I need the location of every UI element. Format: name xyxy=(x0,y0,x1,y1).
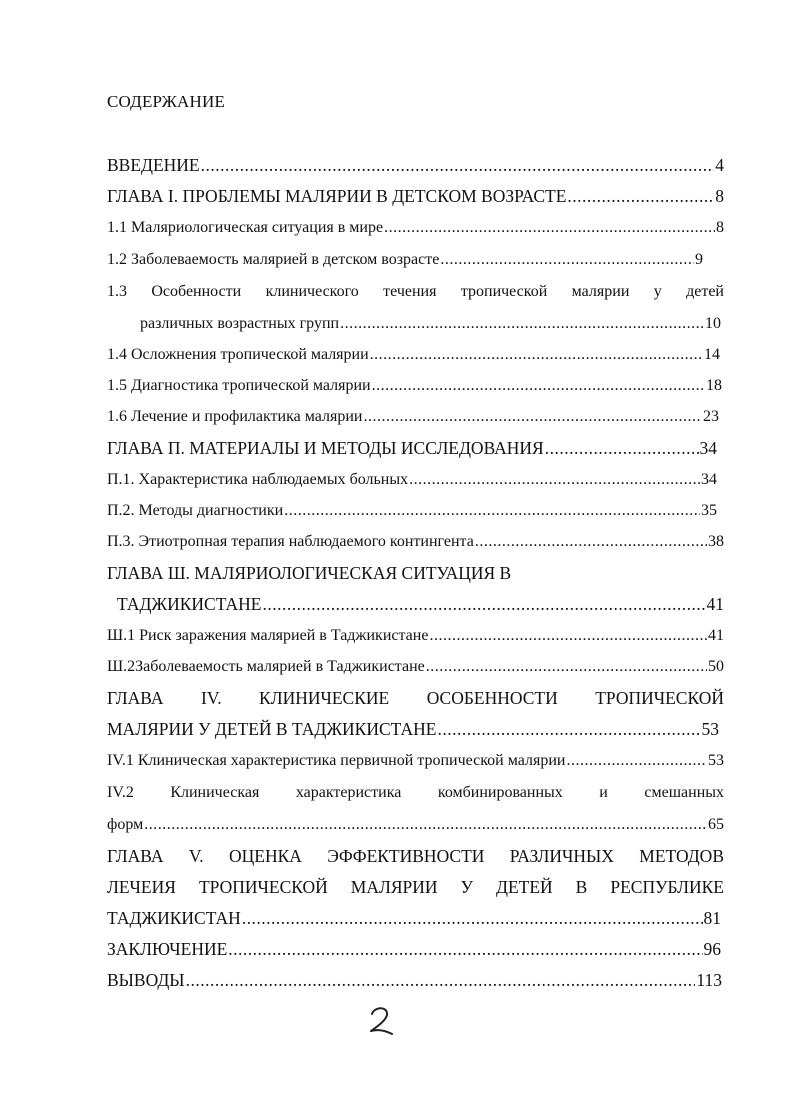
toc-entry xyxy=(117,594,724,614)
toc-entry xyxy=(107,155,724,175)
entry-text: Ш.1 Риск заражения малярией в Таджикистане xyxy=(107,627,429,644)
entry-page: 8 xyxy=(716,219,724,236)
entry-page: 41 xyxy=(706,594,724,614)
toc-entry xyxy=(107,846,724,866)
toc-entry xyxy=(107,908,721,928)
entry-page: 113 xyxy=(696,970,722,990)
entry-page: 53 xyxy=(701,719,719,739)
entry-page: 4 xyxy=(715,155,724,175)
toc-entry xyxy=(107,376,722,396)
toc-entry xyxy=(107,218,724,238)
toc-entry xyxy=(107,186,724,206)
entry-page: 81 xyxy=(703,908,721,928)
toc-entry xyxy=(107,815,724,835)
entry-page: 8 xyxy=(715,186,724,206)
entry-page: 34 xyxy=(701,471,717,488)
entry-page: 53 xyxy=(708,752,724,769)
entry-text: ГЛАВА Ш. МАЛЯРИОЛОГИЧЕСКАЯ СИТУАЦИЯ В xyxy=(107,563,512,583)
toc-entry xyxy=(107,532,724,552)
entry-page: 65 xyxy=(708,816,724,833)
toc-entry xyxy=(107,688,724,708)
entry-page: 50 xyxy=(708,658,724,675)
toc-entry xyxy=(107,563,724,583)
toc-entry xyxy=(107,626,724,646)
toc-entry xyxy=(107,470,717,490)
toc-entry xyxy=(107,783,724,803)
toc-entry xyxy=(107,345,720,365)
entry-text: IV.1 Клиническая характеристика первичной тропической малярии xyxy=(107,752,566,769)
toc-entry xyxy=(107,719,719,739)
entry-page: 18 xyxy=(706,377,722,394)
entry-page: 96 xyxy=(703,939,721,959)
entry-text: П.3. Этиотропная терапия наблюдаемого контингента xyxy=(107,533,474,550)
entry-page: 9 xyxy=(695,251,703,268)
entry-text: IV.2 Клиническая характеристика комбинированных и смешанных xyxy=(107,784,724,801)
entry-text: ВЫВОДЫ xyxy=(107,970,185,990)
entry-text: 1.4 Осложнения тропической малярии xyxy=(107,346,369,363)
toc-entry xyxy=(107,751,724,771)
toc-entry xyxy=(107,657,724,677)
toc-entry xyxy=(140,314,721,334)
toc-entry xyxy=(107,250,703,270)
entry-text: ГЛАВА IV. КЛИНИЧЕСКИЕ ОСОБЕННОСТИ ТРОПИЧЕСКОЙ xyxy=(107,688,724,708)
entry-text: ТАДЖИКИСТАН xyxy=(107,908,241,928)
toc-entry xyxy=(107,282,724,302)
entry-page: 34 xyxy=(699,438,717,458)
entry-text: 1.2 Заболеваемость малярией в детском возрасте xyxy=(107,251,440,268)
entry-text: ВВЕДЕНИЕ xyxy=(107,155,200,175)
entry-text: различных возрастных групп xyxy=(140,315,340,332)
toc-entry xyxy=(107,438,717,458)
page-title: СОДЕРЖАНИЕ xyxy=(107,92,226,111)
toc-entry xyxy=(107,939,721,959)
entry-page: 35 xyxy=(701,502,717,519)
entry-text: П.2. Методы диагностики xyxy=(107,502,284,519)
entry-text: ГЛАВА V. ОЦЕНКА ЭФФЕКТИВНОСТИ РАЗЛИЧНЫХ МЕТОДОВ xyxy=(107,846,724,866)
entry-text: МАЛЯРИИ У ДЕТЕЙ В ТАДЖИКИСТАНЕ xyxy=(107,719,437,739)
entry-text: 1.6 Лечение и профилактика малярии xyxy=(107,408,363,425)
entry-page: 23 xyxy=(703,408,719,425)
entry-page: 38 xyxy=(708,533,724,550)
entry-text: ГЛАВА П. МАТЕРИАЛЫ И МЕТОДЫ ИССЛЕДОВАНИЯ xyxy=(107,438,544,458)
entry-text: 1.1 Маляриологическая ситуация в мире xyxy=(107,219,384,236)
entry-page: 10 xyxy=(705,315,721,332)
entry-text: Ш.2Заболеваемость малярией в Таджикистане xyxy=(107,658,425,675)
handwritten-page-number xyxy=(364,1004,400,1038)
entry-text: ЛЕЧЕИЯ ТРОПИЧЕСКОЙ МАЛЯРИИ У ДЕТЕЙ В РЕСПУБЛИКЕ xyxy=(107,877,724,897)
entry-text: ГЛАВА I. ПРОБЛЕМЫ МАЛЯРИИ В ДЕТСКОМ ВОЗРАСТЕ xyxy=(107,186,567,206)
toc-entry xyxy=(107,970,722,990)
entry-text: ЗАКЛЮЧЕНИЕ xyxy=(107,939,228,959)
entry-text: П.1. Характеристика наблюдаемых больных xyxy=(107,471,409,488)
toc-entry xyxy=(107,877,724,897)
entry-text: ТАДЖИКИСТАНЕ xyxy=(117,594,262,614)
toc-entry xyxy=(107,501,717,521)
entry-text: 1.3 Особенности клинического течения тропической малярии у детей xyxy=(107,283,724,300)
entry-text: форм xyxy=(107,816,144,833)
toc-entry xyxy=(107,407,719,427)
entry-page: 14 xyxy=(704,346,720,363)
entry-text: 1.5 Диагностика тропической малярии xyxy=(107,377,371,394)
entry-page: 41 xyxy=(708,627,724,644)
